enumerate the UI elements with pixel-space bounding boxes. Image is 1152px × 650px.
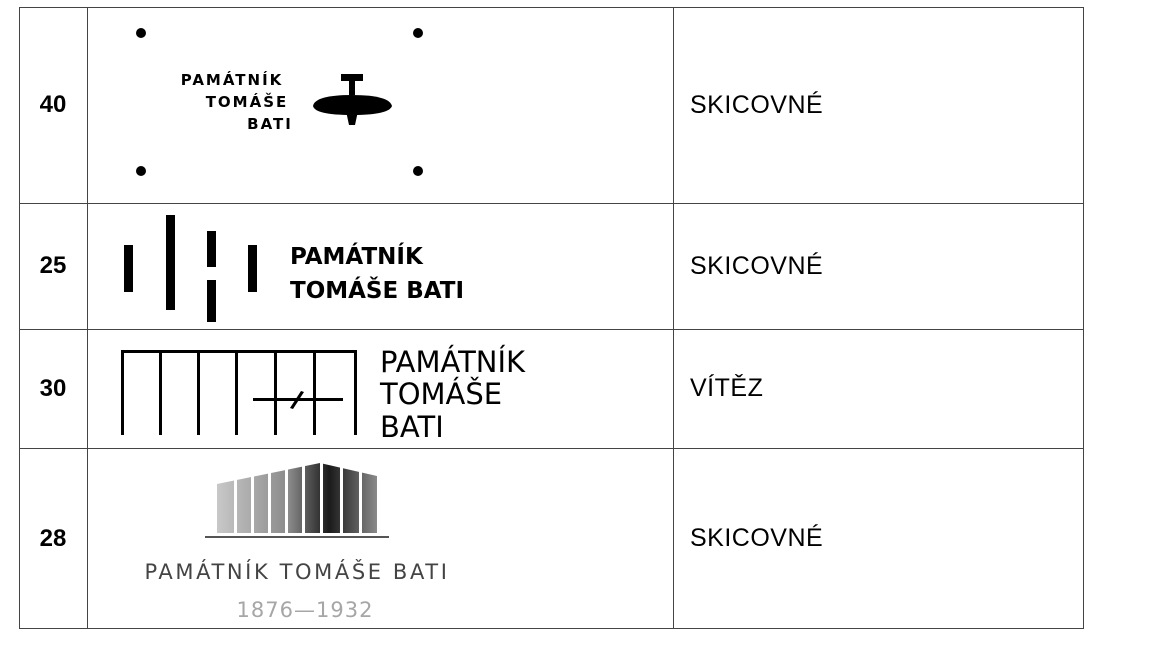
logo-line: BATI xyxy=(380,410,444,444)
logo-line: PAMÁTNÍK xyxy=(380,345,526,379)
logo-line: BATI xyxy=(247,115,293,133)
logo-cell xyxy=(87,448,673,629)
logo-cell xyxy=(87,7,673,203)
entry-number: 40 xyxy=(39,91,67,118)
building-icon xyxy=(205,460,389,538)
logo-40 xyxy=(87,7,673,203)
logo-line: PAMÁTNÍK xyxy=(290,244,423,270)
status-text: SKICOVNÉ xyxy=(690,90,824,119)
logo-line: TOMÁŠE xyxy=(205,93,289,111)
vertical-bars-icon xyxy=(124,215,257,322)
table-row xyxy=(19,448,1084,629)
logo-cell xyxy=(87,203,673,329)
logo-line: PAMÁTNÍK xyxy=(180,71,284,89)
logo-28 xyxy=(87,448,673,629)
logo-cell xyxy=(87,329,673,448)
status-text: VÍTĚZ xyxy=(690,374,764,402)
logo-years: 1876—1932 xyxy=(236,598,374,622)
logo-25 xyxy=(87,203,673,329)
table-row xyxy=(19,7,1084,203)
status-text: SKICOVNÉ xyxy=(690,524,824,552)
airplane-icon xyxy=(313,74,392,125)
table-row xyxy=(19,203,1084,329)
logo-line: TOMÁŠE BATI xyxy=(290,278,465,304)
entry-number: 28 xyxy=(39,524,67,552)
entry-number: 25 xyxy=(39,252,67,279)
status-text: SKICOVNÉ xyxy=(690,251,824,280)
frame-bars-icon xyxy=(121,350,357,435)
entry-number: 30 xyxy=(39,374,67,402)
logo-line: PAMÁTNÍK TOMÁŠE BATI xyxy=(144,560,450,584)
logo-30 xyxy=(87,329,673,448)
entries-table xyxy=(19,7,1084,629)
table-row xyxy=(19,329,1084,448)
logo-line: TOMÁŠE xyxy=(380,377,503,411)
